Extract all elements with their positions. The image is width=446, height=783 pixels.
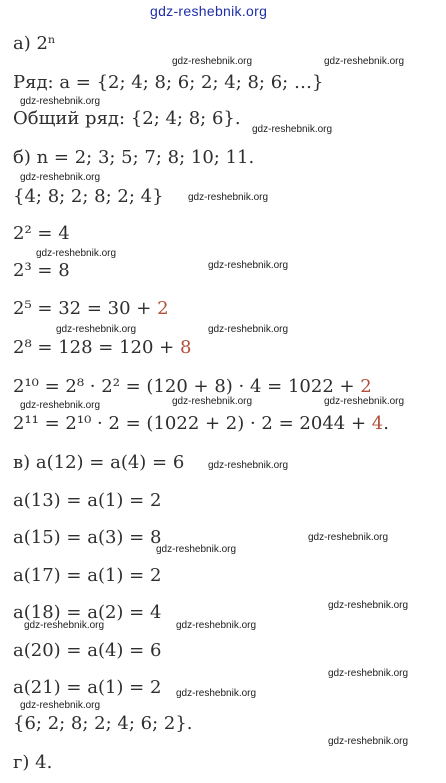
power-3-line: 2³ = 8: [13, 260, 70, 281]
power-5-remainder: 2: [157, 298, 169, 319]
watermark: gdz-reshebnik.org: [24, 620, 105, 631]
power-11-line: [13, 413, 389, 435]
a17-line: a(17) = a(1) = 2: [13, 565, 162, 586]
power-8-remainder: 8: [179, 337, 192, 358]
result-set-line: {6; 2; 8; 2; 4; 6; 2}.: [13, 713, 193, 734]
watermark: gdz-reshebnik.org: [188, 192, 269, 203]
power-8-line: [13, 337, 191, 359]
watermark: gdz-reshebnik.org: [208, 324, 289, 335]
power-2-line: 2² = 4: [13, 223, 70, 244]
part-a-heading: а) 2ⁿ: [13, 33, 56, 54]
power-8-expr: 2⁸ = 128 = 120 +: [13, 337, 180, 358]
watermark: gdz-reshebnik.org: [252, 124, 333, 135]
power-10-expr: 2¹⁰ = 2⁸ · 2² = (120 + 8) · 4 = 1022 +: [13, 376, 361, 397]
watermark: gdz-reshebnik.org: [328, 668, 409, 679]
watermark: gdz-reshebnik.org: [172, 56, 253, 67]
power-10-remainder: 2: [360, 376, 372, 397]
watermark: gdz-reshebnik.org: [20, 96, 101, 107]
series-line: Ряд: a = {2; 4; 8; 6; 2; 4; 8; 6; …}: [13, 72, 324, 93]
part-d-answer: г) 4.: [13, 752, 53, 773]
watermark: gdz-reshebnik.org: [324, 396, 405, 407]
power-11-period: .: [383, 413, 389, 434]
watermark: gdz-reshebnik.org: [156, 544, 237, 555]
watermark: gdz-reshebnik.org: [208, 260, 289, 271]
watermark: gdz-reshebnik.org: [324, 56, 405, 67]
watermark: gdz-reshebnik.org: [208, 460, 289, 471]
power-5-expr: 2⁵ = 32 = 30 +: [13, 298, 158, 319]
watermark-top: gdz-reshebnik.org: [150, 3, 268, 19]
watermark: gdz-reshebnik.org: [56, 324, 137, 335]
common-series-line: Общий ряд: {2; 4; 8; 6}.: [13, 108, 241, 129]
watermark: gdz-reshebnik.org: [36, 248, 117, 259]
power-11-expr: 2¹¹ = 2¹⁰ · 2 = (1022 + 2) · 2 = 2044 +: [13, 413, 372, 434]
power-10-line: [13, 376, 372, 398]
a13-line: a(13) = a(1) = 2: [13, 490, 162, 511]
part-b-heading: б) n = 2; 3; 5; 7; 8; 10; 11.: [13, 147, 255, 168]
power-11-remainder: 4: [371, 413, 384, 434]
a20-line: a(20) = a(4) = 6: [13, 640, 162, 661]
watermark: gdz-reshebnik.org: [20, 400, 101, 411]
watermark: gdz-reshebnik.org: [328, 600, 409, 611]
watermark: gdz-reshebnik.org: [176, 688, 257, 699]
remainders-set: {4; 8; 2; 8; 2; 4}: [13, 186, 164, 207]
watermark: gdz-reshebnik.org: [20, 172, 101, 183]
part-c-heading: в) a(12) = a(4) = 6: [13, 452, 185, 473]
watermark: gdz-reshebnik.org: [176, 620, 257, 631]
a21-line: a(21) = a(1) = 2: [13, 677, 162, 698]
watermark: gdz-reshebnik.org: [20, 700, 101, 711]
a15-line: a(15) = a(3) = 8: [13, 527, 162, 548]
power-5-line: [13, 298, 169, 320]
watermark: gdz-reshebnik.org: [308, 532, 389, 543]
watermark: gdz-reshebnik.org: [328, 736, 409, 747]
a18-line: a(18) = a(2) = 4: [13, 602, 162, 623]
watermark: gdz-reshebnik.org: [172, 396, 253, 407]
